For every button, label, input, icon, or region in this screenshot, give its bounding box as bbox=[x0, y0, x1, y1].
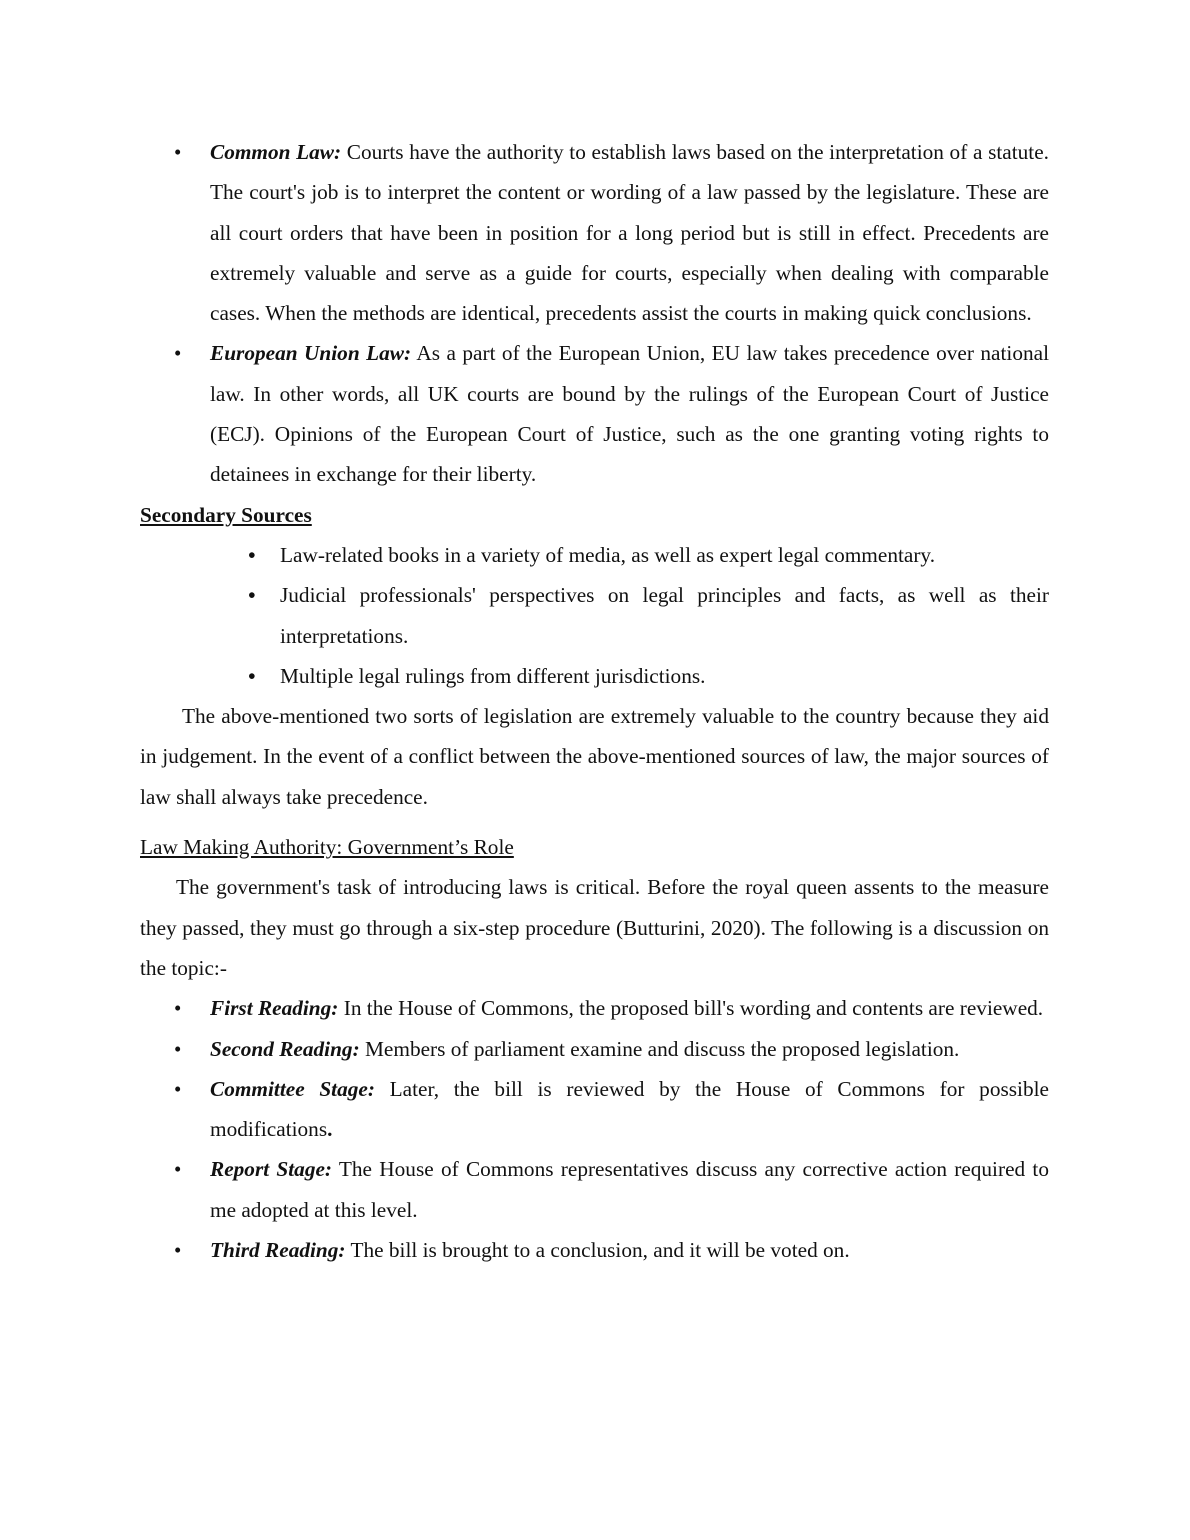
list-item-text: As a part of the European Union, EU law takes precedence over national law. In other words, all UK courts are bound by the rulings of the European Court of Justice (ECJ). Opinions of the European Court of Justice, such as the one granting voting rights to detainees in exchange for their liberty. bbox=[210, 341, 1049, 487]
bullet-icon: • bbox=[174, 1157, 182, 1182]
document-page bbox=[140, 132, 1049, 1270]
list-item-committee-stage bbox=[140, 1069, 1049, 1150]
list-item-report-stage bbox=[140, 1149, 1049, 1230]
list-item-third-reading bbox=[140, 1230, 1049, 1270]
bullet-icon: • bbox=[174, 1076, 182, 1101]
bullet-icon: • bbox=[174, 341, 182, 366]
law-making-heading: Law Making Authority: Government’s Role bbox=[140, 835, 514, 860]
list-item-text: Law-related books in a variety of media, as well as expert legal commentary. bbox=[280, 542, 936, 567]
list-item-text: Multiple legal rulings from different jurisdictions. bbox=[280, 663, 706, 688]
list-item-common-law bbox=[140, 132, 1049, 333]
term-label: Committee Stage: bbox=[210, 1076, 375, 1101]
summary-paragraph: The above-mentioned two sorts of legislation are extremely valuable to the country because they aid in judgement. In the event of a conflict between the above-mentioned sources of law, the major sources of law shall always take precedence. bbox=[140, 704, 1049, 809]
primary-sources-list bbox=[140, 132, 1049, 495]
list-item-text: The bill is brought to a conclusion, and it will be voted on. bbox=[345, 1238, 850, 1263]
list-item-tail: . bbox=[327, 1117, 333, 1142]
secondary-sources-heading: Secondary Sources bbox=[140, 502, 312, 527]
bullet-icon: • bbox=[174, 140, 182, 164]
list-item bbox=[140, 575, 1049, 656]
list-item-second-reading bbox=[140, 1029, 1049, 1069]
secondary-sources-list bbox=[140, 535, 1049, 696]
term-label: European Union Law: bbox=[210, 341, 412, 366]
list-item-eu-law bbox=[140, 333, 1049, 494]
list-item-text: Judicial professionals' perspectives on legal principles and facts, as well as their interpretations. bbox=[280, 583, 1049, 648]
bullet-icon: • bbox=[248, 583, 256, 608]
bullet-icon: • bbox=[174, 996, 182, 1021]
bullet-icon: • bbox=[174, 1036, 182, 1061]
bullet-icon: • bbox=[248, 542, 256, 567]
list-item-text: In the House of Commons, the proposed bill's wording and contents are reviewed. bbox=[338, 996, 1044, 1021]
list-item bbox=[140, 656, 1049, 696]
term-label: Third Reading: bbox=[210, 1238, 346, 1263]
term-label: Report Stage: bbox=[210, 1157, 333, 1182]
legislative-stages-list bbox=[140, 988, 1049, 1270]
bullet-icon: • bbox=[174, 1238, 182, 1263]
bullet-icon: • bbox=[248, 663, 256, 688]
list-item-text: Courts have the authority to establish laws based on the interpretation of a statute. The court's job is to interpret the content or wording of a law passed by the legislature. These are all court orders that have been in position for a long period but is still in effect. Precedents are extremely valuable and serve as a guide for courts, especially when dealing with comparable cases. When the methods are identical, precedents assist the courts in making quick conclusions. bbox=[210, 140, 1049, 326]
list-item bbox=[140, 535, 1049, 575]
list-item-text: Members of parliament examine and discuss the proposed legislation. bbox=[359, 1036, 960, 1061]
term-label: Common Law: bbox=[210, 140, 342, 164]
term-label: First Reading: bbox=[210, 996, 339, 1021]
list-item-first-reading bbox=[140, 988, 1049, 1028]
term-label: Second Reading: bbox=[210, 1036, 360, 1061]
law-making-intro-paragraph: The government's task of introducing laws is critical. Before the royal queen assents to the measure they passed, they must go through a six-step procedure (Butturini, 2020). The following is a discussion on the topic:- bbox=[140, 875, 1049, 980]
list-item-text: The House of Commons representatives discuss any corrective action required to me adopted at this level. bbox=[210, 1157, 1049, 1222]
list-item-text: Later, the bill is reviewed by the House of Commons for possible modifications bbox=[210, 1076, 1049, 1142]
